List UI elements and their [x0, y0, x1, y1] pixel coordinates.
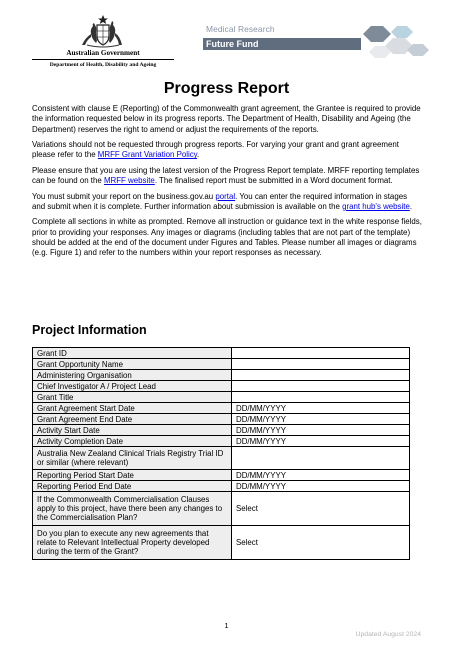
field-response[interactable]: DD/MM/YYYY	[232, 403, 410, 414]
field-response[interactable]: DD/MM/YYYY	[232, 414, 410, 425]
field-label: Activity Start Date	[33, 425, 232, 436]
mrff-logo-bar-text: Future Fund	[206, 39, 259, 49]
field-label: Do you plan to execute any new agreements that relate to Relevant Intellectual Property developed during the term of the Grant?	[33, 526, 232, 560]
mrff-website-link[interactable]: MRFF website	[103, 176, 155, 186]
commonwealth-coat-of-arms-icon	[75, 14, 131, 48]
field-label: Grant ID	[33, 348, 232, 359]
table-row	[33, 392, 410, 403]
field-label: Reporting Period Start Date	[33, 470, 232, 481]
table-row	[33, 414, 410, 425]
intro-text	[32, 104, 422, 264]
table-row	[33, 481, 410, 492]
page-title: Progress Report	[163, 80, 290, 97]
field-response[interactable]	[232, 370, 410, 381]
field-response[interactable]	[232, 392, 410, 403]
field-label: Australia New Zealand Clinical Trials Registry Trial ID or similar (where relevant)	[33, 447, 232, 470]
intro-paragraph-2: Variations should not be requested through progress reports. For varying your grant and grant agreement please refer to the MRFF Grant Variation Policy.	[32, 140, 399, 160]
field-label: Activity Completion Date	[33, 436, 232, 447]
field-label: Reporting Period End Date	[33, 481, 232, 492]
field-label: Grant Agreement Start Date	[33, 403, 232, 414]
field-label: If the Commonwealth Commercialisation Clauses apply to this project, have there been any changes to the Commercialisation Plan?	[33, 492, 232, 526]
table-row	[33, 381, 410, 392]
mrff-grant-variation-policy-link[interactable]: MRFF Grant Variation Policy	[97, 150, 198, 160]
intro-paragraph-3: Please ensure that you are using the latest version of the Progress Report template. MRFF reporting templates can be found on the MRFF website. The finalised report must be submitted in a Word document format.	[32, 165, 420, 186]
intro-paragraph-1: Consistent with clause E (Reporting) of the Commonwealth grant agreement, the Grantee is required to provide the information requested below in its progress reports. The Department of Health, Disability and Ageing (the Department) reserves the right to amend or adjust the requirements of the reports.	[32, 104, 421, 134]
field-response[interactable]: DD/MM/YYYY	[232, 481, 410, 492]
field-response[interactable]: DD/MM/YYYY	[232, 425, 410, 436]
page-number: 1	[224, 621, 229, 630]
intro-paragraph-4: You must submit your report on the business.gov.au portal. You can enter the required information in stages and submit when it is complete. Further information about submission is available on the grant hub's website.	[32, 191, 413, 211]
table-row	[33, 425, 410, 436]
project-information-table	[32, 347, 410, 560]
table-row	[33, 447, 410, 470]
table-row	[33, 348, 410, 359]
field-response[interactable]	[232, 381, 410, 392]
table-row	[33, 526, 410, 560]
intro-paragraph-5: Complete all sections in white as prompted. Remove all instruction or guidance text in the white response fields, prior to providing your responses. Any images or diagrams (including tables that are not part of the template) should be added at the end of the document under Figures and Tables. Please number all images or diagrams (e.g. Figure 1) and refer to the numbers within your report responses as necessary.	[32, 217, 422, 258]
field-response[interactable]: Select	[232, 526, 410, 560]
table-row	[33, 492, 410, 526]
mrff-logo-top-text: Medical Research	[206, 24, 275, 34]
field-label: Grant Agreement End Date	[33, 414, 232, 425]
hexagon-cluster-icon	[355, 22, 440, 70]
page-header	[28, 14, 428, 76]
table-row	[33, 436, 410, 447]
field-label: Administering Organisation	[33, 370, 232, 381]
department-name: Department of Health, Disability and Ageing	[49, 62, 157, 68]
field-response[interactable]	[232, 359, 410, 370]
field-label: Chief Investigator A / Project Lead	[33, 381, 232, 392]
field-response[interactable]: DD/MM/YYYY	[232, 436, 410, 447]
grant-hub-website-link[interactable]: grant hub's website	[342, 201, 410, 211]
field-label: Grant Opportunity Name	[33, 359, 232, 370]
section-heading-project-information: Project Information	[32, 323, 147, 337]
logo-divider	[32, 59, 174, 60]
table-row	[33, 359, 410, 370]
field-response[interactable]	[232, 348, 410, 359]
field-label: Grant Title	[33, 392, 232, 403]
table-row	[33, 370, 410, 381]
updated-date: Updated August 2024	[355, 631, 421, 638]
government-name: Australian Government	[66, 49, 140, 57]
table-row	[33, 403, 410, 414]
portal-link[interactable]: portal	[215, 191, 236, 201]
australian-government-logo	[28, 14, 178, 74]
mrff-logo-bar	[203, 38, 361, 50]
field-response[interactable]	[232, 447, 410, 470]
field-response[interactable]: Select	[232, 492, 410, 526]
mrff-logo	[203, 22, 438, 70]
table-row	[33, 470, 410, 481]
field-response[interactable]: DD/MM/YYYY	[232, 470, 410, 481]
